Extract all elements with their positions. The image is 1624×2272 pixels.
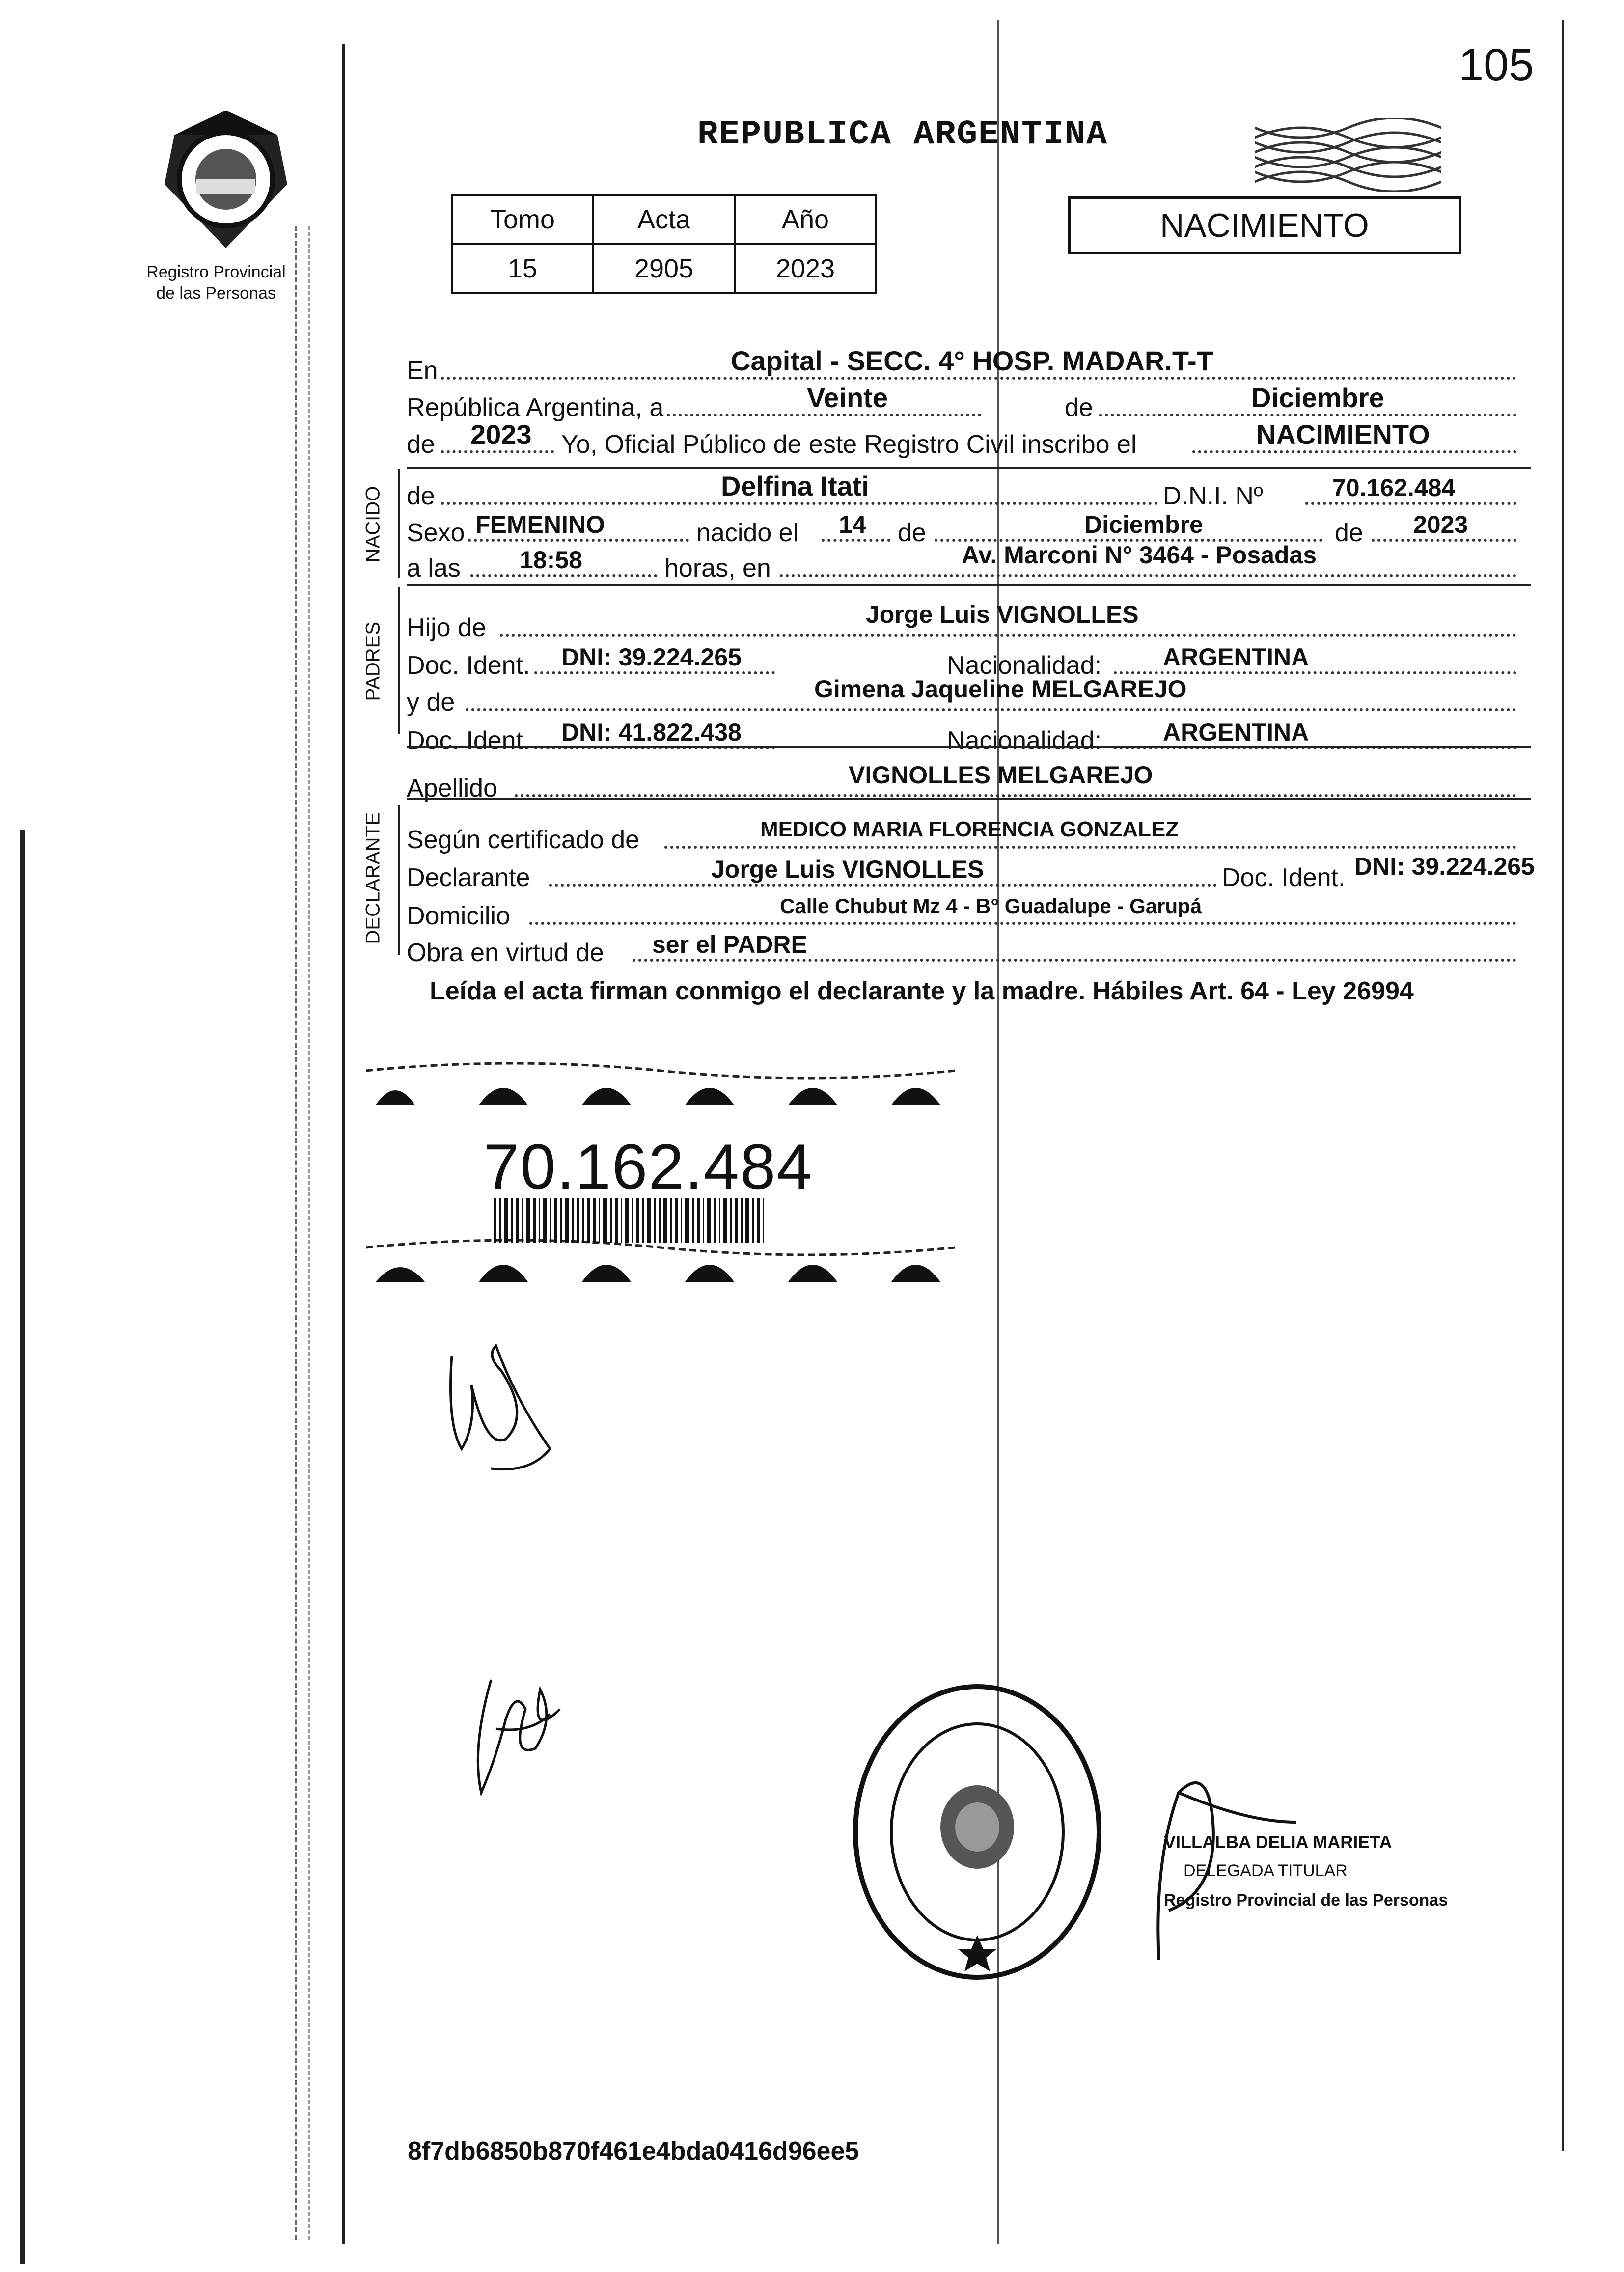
guilloche-icon — [1255, 118, 1441, 192]
header-ano: Año — [735, 195, 876, 244]
value-certificado: MEDICO MARIA FLORENCIA GONZALEZ — [760, 817, 1179, 841]
record-type-box: NACIMIENTO — [1068, 196, 1461, 254]
value-apellido: VIGNOLLES MELGAREJO — [849, 761, 1153, 789]
officer-stamp-line2: DELEGADA TITULAR — [1184, 1861, 1348, 1880]
label-doc3: Doc. Ident. — [1222, 863, 1346, 892]
signature-officer — [432, 1326, 570, 1493]
side-label-nacido: NACIDO — [362, 486, 384, 563]
left-margin-line — [342, 44, 345, 2244]
value-father-doc: DNI: 39.224.265 — [561, 643, 742, 671]
document-hash: 8f7db6850b870f461e4bda0416d96ee5 — [408, 2137, 859, 2165]
value-birth-year: 2023 — [1413, 511, 1468, 538]
closing-note: Leída el acta firman conmigo el declarante y la madre. Hábiles Art. 64 - Ley 26994 — [430, 977, 1414, 1005]
record-table — [451, 194, 877, 294]
value-birth-time: 18:58 — [520, 546, 582, 574]
value-tomo: 15 — [452, 244, 593, 293]
label-oficial: Yo, Oficial Público de este Registro Civil inscribo el — [561, 430, 1137, 459]
label-declarante: Declarante — [407, 863, 530, 892]
value-declarante: Jorge Luis VIGNOLLES — [711, 856, 984, 883]
label-nac2: Nacionalidad: — [947, 726, 1102, 755]
separator — [407, 746, 1531, 748]
right-margin-line — [1562, 20, 1564, 2151]
dots — [515, 794, 1516, 797]
value-month: Diciembre — [1251, 382, 1384, 413]
registry-caption-line1: Registro Provincial — [146, 263, 286, 281]
side-label-padres: PADRES — [362, 621, 384, 701]
side-label-declarante: DECLARANTE — [362, 812, 384, 944]
security-pattern — [1255, 118, 1441, 192]
perforation-line-2 — [308, 226, 310, 2240]
value-year: 2023 — [470, 419, 532, 450]
value-en: Capital - SECC. 4° HOSP. MADAR.T-T — [731, 345, 1213, 376]
value-declarante-doc: DNI: 39.224.265 — [1354, 853, 1535, 880]
label-sexo: Sexo — [407, 519, 465, 547]
label-republica: República Argentina, a — [407, 393, 664, 422]
padres-bracket — [398, 587, 400, 734]
label-dni: D.N.I. Nº — [1163, 482, 1263, 510]
value-father-nat: ARGENTINA — [1163, 643, 1309, 671]
value-dni: 70.162.484 — [1332, 474, 1456, 501]
label-de5: de — [1335, 519, 1363, 547]
header-acta: Acta — [593, 195, 735, 244]
row-obra — [407, 923, 1521, 968]
page-number: 105 — [1459, 40, 1534, 90]
registry-logo — [155, 106, 297, 253]
value-mother-doc: DNI: 41.822.438 — [561, 719, 742, 746]
value-acta: 2905 — [593, 244, 735, 293]
label-de2: de — [407, 430, 435, 459]
value-father-name: Jorge Luis VIGNOLLES — [866, 601, 1139, 628]
label-certificado: Según certificado de — [407, 826, 640, 854]
value-birth-place: Av. Marconi N° 3464 - Posadas — [962, 541, 1317, 569]
registry-caption-line2: de las Personas — [156, 284, 276, 303]
value-domicilio: Calle Chubut Mz 4 - B° Guadalupe - Garupá — [780, 894, 1202, 917]
label-nacido-el: nacido el — [696, 519, 799, 547]
row-doc-madre — [407, 711, 1521, 755]
separator — [407, 798, 1531, 800]
province-seal-icon — [155, 106, 297, 253]
row-madre — [407, 673, 1521, 717]
round-stamp — [850, 1680, 1105, 1984]
perforation-line — [295, 226, 297, 2240]
label-nac1: Nacionalidad: — [947, 651, 1102, 680]
label-de4: de — [898, 519, 926, 547]
row-oficial — [407, 415, 1521, 459]
handwritten-signature-icon — [462, 1660, 570, 1807]
label-hijo: Hijo de — [407, 613, 486, 642]
officer-stamp-line3: Registro Provincial de las Personas — [1164, 1891, 1448, 1910]
nacido-bracket — [398, 469, 400, 578]
label-obra: Obra en virtud de — [407, 939, 604, 967]
label-domicilio: Domicilio — [407, 902, 510, 930]
handwritten-signature-icon — [432, 1326, 570, 1493]
page-title: REPUBLICA ARGENTINA — [697, 115, 1108, 154]
value-mother-name: Gimena Jaqueline MELGAREJO — [814, 675, 1187, 703]
value-birth-day: 14 — [839, 511, 866, 538]
dots — [633, 959, 1516, 962]
barcode-number: 70.162.484 — [484, 1131, 813, 1202]
value-obra: ser el PADRE — [652, 931, 807, 958]
signature-declarante — [462, 1660, 570, 1807]
value-day: Veinte — [807, 382, 888, 413]
official-round-stamp-icon — [850, 1680, 1105, 1984]
value-birth-month: Diciembre — [1084, 511, 1203, 538]
label-yde: y de — [407, 688, 455, 717]
barcode-label — [366, 1051, 955, 1306]
label-doc2: Doc. Ident. — [407, 726, 530, 755]
declarante-bracket — [398, 805, 400, 955]
value-ano: 2023 — [735, 244, 876, 293]
row-apellido — [407, 759, 1521, 803]
label-de3: de — [407, 482, 435, 510]
row-declarante — [407, 848, 1535, 892]
dots — [470, 574, 657, 577]
label-apellido: Apellido — [407, 774, 498, 803]
binding-edge — [20, 830, 25, 2264]
label-en: En — [407, 357, 438, 385]
officer-stamp-line1: VILLALBA DELIA MARIETA — [1164, 1832, 1392, 1852]
dots — [1192, 450, 1516, 453]
label-de: de — [1065, 393, 1093, 422]
value-mother-nat: ARGENTINA — [1163, 719, 1309, 746]
header-tomo: Tomo — [452, 195, 593, 244]
separator — [407, 584, 1531, 586]
value-sexo: FEMENINO — [475, 511, 605, 538]
dots — [780, 574, 1516, 577]
dots — [441, 450, 554, 453]
value-name: Delfina Itati — [721, 471, 869, 501]
label-doc1: Doc. Ident. — [407, 651, 530, 680]
label-a-las: a las — [407, 554, 461, 582]
value-inscribo: NACIMIENTO — [1256, 419, 1430, 450]
row-hora — [407, 539, 1521, 583]
label-horas: horas, en — [664, 554, 771, 582]
